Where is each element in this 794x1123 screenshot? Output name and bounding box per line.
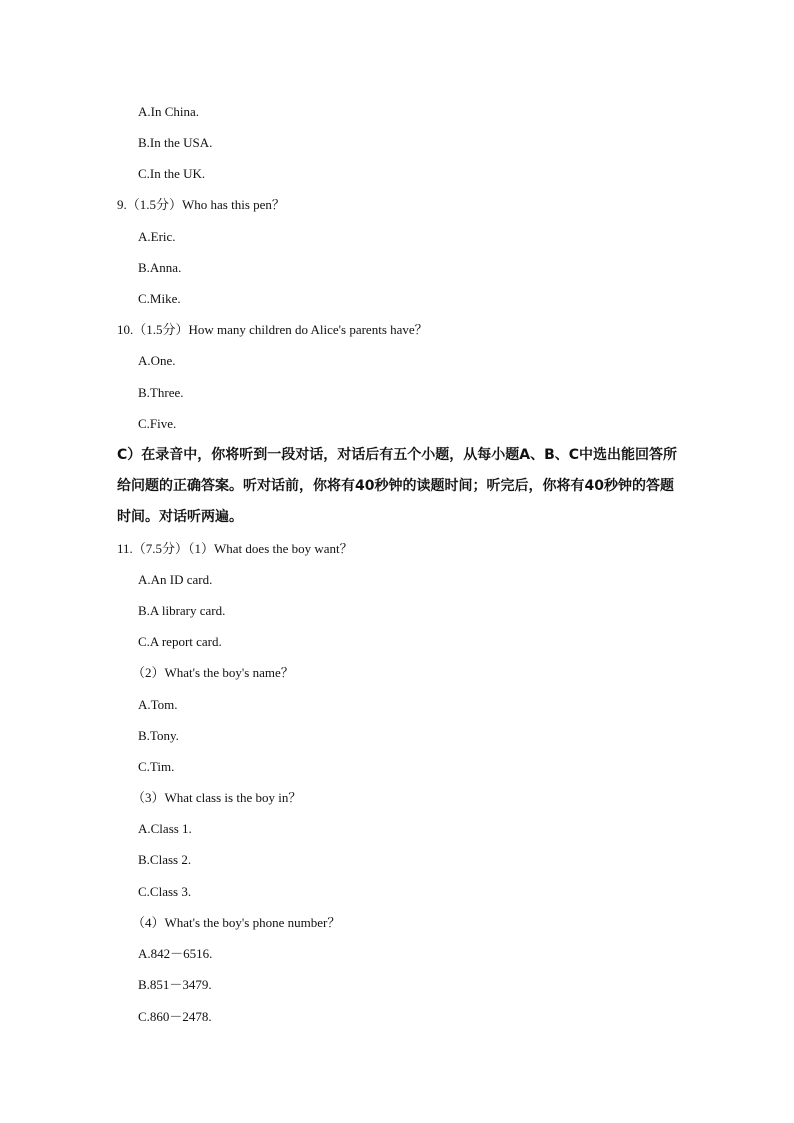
q10-option-a: A.One.: [138, 353, 176, 368]
q11-2-option-c: C.Tim.: [138, 759, 175, 774]
q9-option-b: B.Anna.: [138, 260, 182, 275]
q11-4-option-c: C.860－2478.: [138, 1009, 212, 1024]
q8-option-c: C.In the UK.: [138, 166, 206, 181]
q11-1-option-b: B.A library card.: [138, 603, 226, 618]
q11-1-option-c: C.A report card.: [138, 634, 222, 649]
q11-3-option-b: B.Class 2.: [138, 852, 192, 867]
q11-sub4-question: （4）What's the boy's phone number？: [132, 915, 341, 930]
q9-option-a: A.Eric.: [138, 229, 176, 244]
q11-2-option-b: B.Tony.: [138, 728, 179, 743]
q11-3-option-c: C.Class 3.: [138, 884, 192, 899]
q11-sub2-question: （2）What's the boy's name？: [132, 665, 294, 680]
q11-sub3-question: （3）What class is the boy in？: [132, 790, 302, 805]
q10-option-b: B.Three.: [138, 385, 184, 400]
q8-option-b: B.In the USA.: [138, 135, 213, 150]
q8-option-a: A.In China.: [138, 104, 200, 119]
q11-2-option-a: A.Tom.: [138, 697, 178, 712]
q9-option-c: C.Mike.: [138, 291, 181, 306]
q11-4-option-a: A.842－6516.: [138, 946, 213, 961]
q11-question: 11.（7.5分）（1）What does the boy want？: [117, 541, 353, 556]
q9-question: 9.（1.5分）Who has this pen？: [117, 197, 285, 212]
q11-4-option-b: B.851－3479.: [138, 977, 212, 992]
section-c-instructions: C）在录音中，你将听到一段对话，对话后有五个小题，从每小题A、B、C中选出能回答所给问题的正确答案。听对话前，你将有40秒钟的读题时间；听完后，你将有40秒钟的答题时间。对话听两遍。: [117, 447, 678, 525]
q11-3-option-a: A.Class 1.: [138, 821, 192, 836]
q10-question: 10.（1.5分）How many children do Alice's parents have？: [117, 322, 428, 337]
q10-option-c: C.Five.: [138, 416, 177, 431]
q11-1-option-a: A.An ID card.: [138, 572, 213, 587]
